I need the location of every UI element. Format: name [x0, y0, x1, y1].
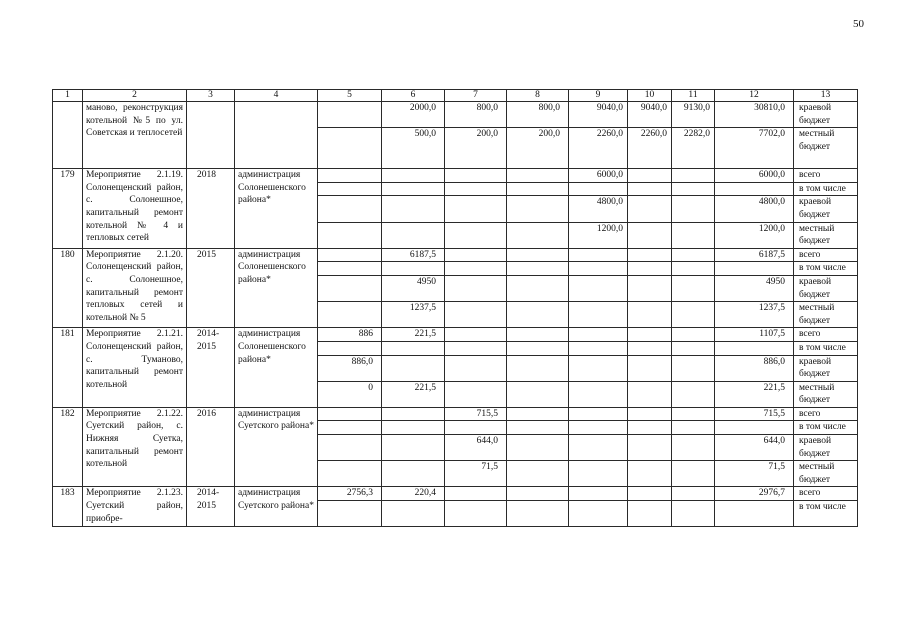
table-row [53, 487, 858, 501]
value-cell [672, 196, 715, 222]
value-cell [507, 407, 569, 421]
column-number: 2 [83, 90, 187, 102]
funding-type-cell: краевой бюджет [794, 435, 858, 461]
value-cell [445, 341, 507, 355]
value-cell [507, 275, 569, 301]
funding-type-cell: краевой бюджет [794, 355, 858, 381]
value-cell [628, 262, 672, 276]
value-cell: 221,5 [715, 381, 794, 407]
page-number: 50 [853, 18, 864, 30]
value-cell [507, 421, 569, 435]
value-cell [628, 341, 672, 355]
record-number: 181 [53, 328, 83, 408]
value-cell: 221,5 [382, 381, 445, 407]
value-cell [318, 407, 382, 421]
value-cell [507, 341, 569, 355]
table-body [53, 90, 858, 527]
value-cell [445, 196, 507, 222]
record-executor [235, 102, 318, 169]
value-cell [382, 169, 445, 183]
value-cell [672, 487, 715, 501]
value-cell [318, 341, 382, 355]
value-cell [569, 328, 628, 342]
record-years: 2015 [187, 248, 235, 328]
value-cell [445, 248, 507, 262]
table-row [53, 328, 858, 342]
value-cell [628, 501, 672, 527]
record-description: Мероприятие 2.1.22. Суетский район, с. Нижняя Суетка, капитальный ремонт котельной [83, 407, 187, 487]
value-cell [507, 381, 569, 407]
column-number: 8 [507, 90, 569, 102]
value-cell [382, 435, 445, 461]
value-cell [628, 222, 672, 248]
value-cell [507, 262, 569, 276]
column-number-row [53, 90, 858, 102]
value-cell [445, 169, 507, 183]
value-cell [318, 302, 382, 328]
value-cell [318, 196, 382, 222]
value-cell [672, 262, 715, 276]
value-cell [715, 421, 794, 435]
value-cell [507, 302, 569, 328]
funding-type-cell: в том числе [794, 501, 858, 527]
value-cell [318, 501, 382, 527]
funding-type-cell: в том числе [794, 421, 858, 435]
column-number: 10 [628, 90, 672, 102]
value-cell [445, 501, 507, 527]
record-executor: администрация Суетского района* [235, 487, 318, 527]
table-row [53, 407, 858, 421]
record-number: 183 [53, 487, 83, 527]
value-cell [569, 275, 628, 301]
value-cell: 644,0 [715, 435, 794, 461]
value-cell: 0 [318, 381, 382, 407]
value-cell: 886 [318, 328, 382, 342]
value-cell [445, 222, 507, 248]
funding-type-cell: местный бюджет [794, 381, 858, 407]
value-cell [672, 248, 715, 262]
value-cell: 4950 [715, 275, 794, 301]
funding-type-cell: краевой бюджет [794, 102, 858, 128]
value-cell [672, 169, 715, 183]
value-cell [445, 262, 507, 276]
value-cell [507, 196, 569, 222]
record-description: Мероприятие 2.1.20. Солонещенский район, с. Солонешное, капитальный ремонт тепловых сетей и котельной № 5 [83, 248, 187, 328]
column-number: 11 [672, 90, 715, 102]
value-cell [672, 328, 715, 342]
funding-type-cell: всего [794, 248, 858, 262]
value-cell [569, 487, 628, 501]
value-cell: 200,0 [507, 128, 569, 169]
value-cell [672, 381, 715, 407]
value-cell: 6187,5 [382, 248, 445, 262]
value-cell [628, 275, 672, 301]
value-cell: 2260,0 [628, 128, 672, 169]
value-cell: 2756,3 [318, 487, 382, 501]
value-cell [628, 328, 672, 342]
column-number: 13 [794, 90, 858, 102]
value-cell [382, 222, 445, 248]
value-cell: 644,0 [445, 435, 507, 461]
value-cell: 1237,5 [715, 302, 794, 328]
column-number: 9 [569, 90, 628, 102]
value-cell [382, 262, 445, 276]
funding-type-cell: краевой бюджет [794, 275, 858, 301]
record-description: Мероприятие 2.1.23. Суетский район, приобре- [83, 487, 187, 527]
value-cell [445, 182, 507, 196]
value-cell [445, 302, 507, 328]
value-cell [628, 302, 672, 328]
funding-type-cell: местный бюджет [794, 222, 858, 248]
value-cell [382, 421, 445, 435]
value-cell: 220,4 [382, 487, 445, 501]
table-row [53, 102, 858, 128]
value-cell [318, 222, 382, 248]
value-cell: 1200,0 [569, 222, 628, 248]
value-cell [672, 302, 715, 328]
value-cell [628, 182, 672, 196]
value-cell [628, 248, 672, 262]
budget-table [52, 89, 858, 527]
value-cell [507, 501, 569, 527]
value-cell [672, 407, 715, 421]
value-cell: 800,0 [445, 102, 507, 128]
record-description: Мероприятие 2.1.21. Солонещенский район, с. Туманово, капитальный ремонт котельной [83, 328, 187, 408]
record-description: маново, реконструкция котельной №5 по ул. Советская и теплосетей [83, 102, 187, 169]
value-cell [318, 182, 382, 196]
record-years: 2014-2015 [187, 328, 235, 408]
funding-type-cell: всего [794, 328, 858, 342]
value-cell [507, 248, 569, 262]
value-cell [382, 196, 445, 222]
value-cell [507, 355, 569, 381]
table-row [53, 248, 858, 262]
value-cell [318, 169, 382, 183]
value-cell: 4950 [382, 275, 445, 301]
value-cell [715, 262, 794, 276]
value-cell [318, 248, 382, 262]
funding-type-cell: в том числе [794, 341, 858, 355]
funding-type-cell: всего [794, 169, 858, 183]
value-cell [672, 501, 715, 527]
value-cell: 500,0 [382, 128, 445, 169]
value-cell: 715,5 [715, 407, 794, 421]
value-cell: 30810,0 [715, 102, 794, 128]
value-cell: 6187,5 [715, 248, 794, 262]
record-description: Мероприятие 2.1.19. Солонещенский район, с. Солонешное, капитальный ремонт котельной № 4 и тепловых сетей [83, 169, 187, 249]
value-cell: 6000,0 [715, 169, 794, 183]
column-number: 5 [318, 90, 382, 102]
record-years: 2016 [187, 407, 235, 487]
value-cell [445, 487, 507, 501]
funding-type-cell: всего [794, 407, 858, 421]
value-cell: 71,5 [445, 461, 507, 487]
value-cell [628, 487, 672, 501]
column-number: 4 [235, 90, 318, 102]
value-cell: 2260,0 [569, 128, 628, 169]
value-cell [715, 341, 794, 355]
funding-type-cell: местный бюджет [794, 461, 858, 487]
value-cell [569, 341, 628, 355]
value-cell [318, 421, 382, 435]
column-number: 1 [53, 90, 83, 102]
record-number: 182 [53, 407, 83, 487]
value-cell [628, 461, 672, 487]
funding-type-cell: местный бюджет [794, 302, 858, 328]
value-cell: 800,0 [507, 102, 569, 128]
value-cell [715, 501, 794, 527]
value-cell [445, 381, 507, 407]
funding-type-cell: в том числе [794, 262, 858, 276]
value-cell [507, 222, 569, 248]
value-cell [569, 381, 628, 407]
value-cell [318, 461, 382, 487]
value-cell [318, 435, 382, 461]
column-number: 7 [445, 90, 507, 102]
value-cell [569, 407, 628, 421]
value-cell [628, 196, 672, 222]
record-number-cell [53, 102, 83, 169]
column-number: 12 [715, 90, 794, 102]
value-cell [382, 182, 445, 196]
value-cell [318, 275, 382, 301]
value-cell [672, 182, 715, 196]
value-cell [672, 435, 715, 461]
record-years: 2018 [187, 169, 235, 249]
value-cell: 1200,0 [715, 222, 794, 248]
value-cell: 1107,5 [715, 328, 794, 342]
value-cell [569, 421, 628, 435]
value-cell [569, 262, 628, 276]
value-cell [672, 275, 715, 301]
value-cell [569, 355, 628, 381]
value-cell: 9130,0 [672, 102, 715, 128]
value-cell [569, 461, 628, 487]
value-cell [628, 435, 672, 461]
value-cell: 9040,0 [569, 102, 628, 128]
value-cell: 6000,0 [569, 169, 628, 183]
value-cell [382, 501, 445, 527]
funding-type-cell: всего [794, 487, 858, 501]
value-cell [672, 421, 715, 435]
value-cell [672, 355, 715, 381]
value-cell [628, 169, 672, 183]
record-executor: администрация Солонешенского района* [235, 248, 318, 328]
table-row [53, 169, 858, 183]
value-cell [382, 341, 445, 355]
value-cell [507, 182, 569, 196]
value-cell [672, 341, 715, 355]
value-cell [628, 381, 672, 407]
value-cell [318, 262, 382, 276]
value-cell: 9040,0 [628, 102, 672, 128]
funding-type-cell: в том числе [794, 182, 858, 196]
value-cell [318, 102, 382, 128]
column-number: 6 [382, 90, 445, 102]
record-executor: администрация Солонешенского района* [235, 169, 318, 249]
value-cell: 4800,0 [715, 196, 794, 222]
value-cell [628, 407, 672, 421]
value-cell [628, 421, 672, 435]
value-cell [507, 461, 569, 487]
value-cell [507, 328, 569, 342]
value-cell: 200,0 [445, 128, 507, 169]
record-years [187, 102, 235, 169]
column-number: 3 [187, 90, 235, 102]
value-cell [715, 182, 794, 196]
record-years: 2014-2015 [187, 487, 235, 527]
record-number: 179 [53, 169, 83, 249]
value-cell: 1237,5 [382, 302, 445, 328]
funding-type-cell: местный бюджет [794, 128, 858, 169]
value-cell [507, 169, 569, 183]
value-cell [445, 275, 507, 301]
record-executor: администрация Солонешенского района* [235, 328, 318, 408]
value-cell: 715,5 [445, 407, 507, 421]
value-cell [569, 501, 628, 527]
record-number: 180 [53, 248, 83, 328]
value-cell [569, 182, 628, 196]
value-cell [382, 407, 445, 421]
value-cell: 2000,0 [382, 102, 445, 128]
value-cell [569, 248, 628, 262]
value-cell [672, 461, 715, 487]
value-cell: 7702,0 [715, 128, 794, 169]
value-cell [628, 355, 672, 381]
value-cell [318, 128, 382, 169]
value-cell: 886,0 [318, 355, 382, 381]
value-cell [382, 355, 445, 381]
record-executor: администрация Суетского района* [235, 407, 318, 487]
value-cell: 2976,7 [715, 487, 794, 501]
value-cell [445, 328, 507, 342]
value-cell: 71,5 [715, 461, 794, 487]
value-cell: 2282,0 [672, 128, 715, 169]
value-cell [569, 435, 628, 461]
value-cell: 886,0 [715, 355, 794, 381]
value-cell [445, 421, 507, 435]
value-cell: 221,5 [382, 328, 445, 342]
value-cell [672, 222, 715, 248]
value-cell [445, 355, 507, 381]
funding-type-cell: краевой бюджет [794, 196, 858, 222]
value-cell [569, 302, 628, 328]
value-cell [507, 435, 569, 461]
value-cell [382, 461, 445, 487]
value-cell [507, 487, 569, 501]
value-cell: 4800,0 [569, 196, 628, 222]
